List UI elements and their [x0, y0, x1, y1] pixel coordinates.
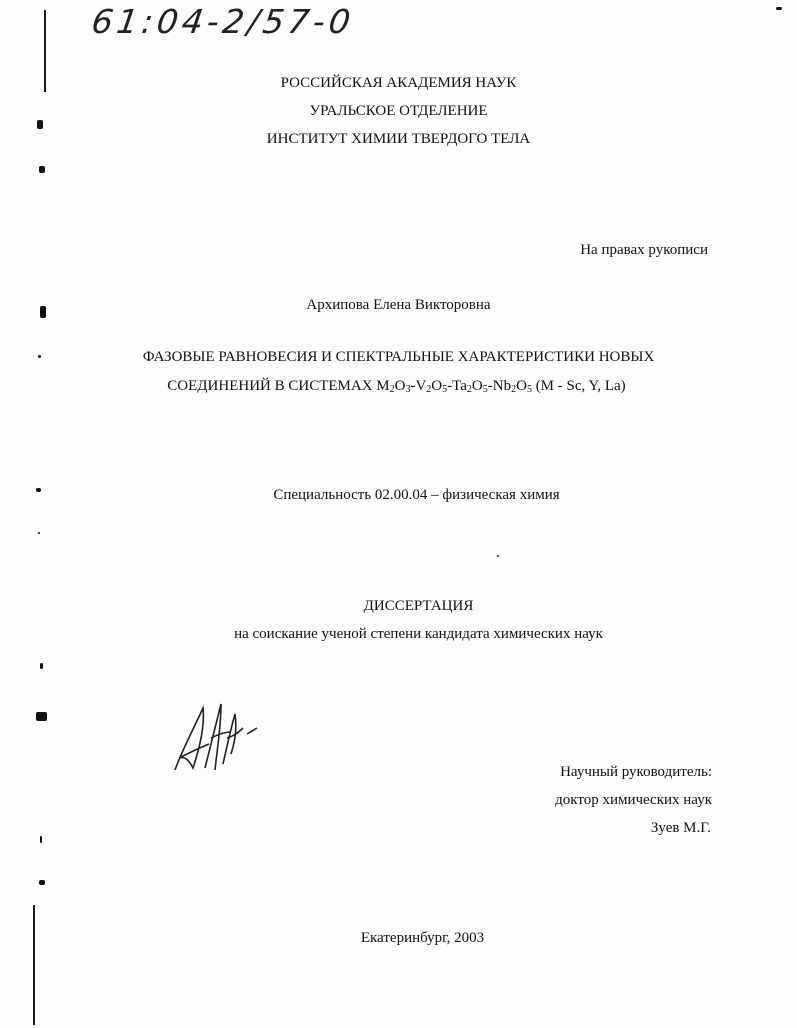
- scan-margin-mark: [38, 532, 40, 534]
- dissertation-title-line2: [0, 379, 795, 394]
- archive-code-handwritten: 61:04-2/57-0: [89, 2, 357, 41]
- supervisor-label: Научный руководитель:: [560, 764, 712, 780]
- city-year: Екатеринбург, 2003: [360, 930, 485, 946]
- scan-dot: [497, 555, 499, 557]
- scan-margin-mark: [40, 836, 42, 843]
- scan-margin-mark: [39, 166, 45, 173]
- author-signature: [165, 698, 265, 780]
- institution-branch: УРАЛЬСКОЕ ОТДЕЛЕНИЕ: [309, 103, 488, 119]
- supervisor-name: Зуев М.Г.: [650, 820, 711, 836]
- specialty: Специальность 02.00.04 – физическая химия: [273, 487, 560, 503]
- scan-margin-line-bottom: [33, 905, 35, 1025]
- document-type: ДИССЕРТАЦИЯ: [363, 598, 474, 614]
- rights-note: На правах рукописи: [580, 242, 708, 258]
- institution-academy: РОССИЙСКАЯ АКАДЕМИЯ НАУК: [280, 75, 517, 91]
- title-suffix: (M - Sc, Y, La): [531, 378, 626, 394]
- scan-corner-mark: [776, 7, 782, 10]
- scan-margin-mark: [40, 663, 43, 669]
- institution-institute: ИНСТИТУТ ХИМИИ ТВЕРДОГО ТЕЛА: [266, 131, 531, 147]
- title-prefix: СОЕДИНЕНИЙ В СИСТЕМАХ: [167, 378, 377, 394]
- chemical-formula: $M_2O_3-V_2O_5-Ta_2O_5-Nb_2O_5$: [376, 378, 532, 395]
- dissertation-title-line1: ФАЗОВЫЕ РАВНОВЕСИЯ И СПЕКТРАЛЬНЫЕ ХАРАКТЕРИСТИКИ НОВЫХ: [142, 349, 655, 365]
- scan-margin-mark: [39, 880, 45, 885]
- author-name: Архипова Елена Викторовна: [306, 297, 491, 313]
- degree-sought: на соискание ученой степени кандидата химических наук: [234, 626, 603, 642]
- supervisor-degree: доктор химических наук: [555, 792, 712, 808]
- scan-margin-mark: [37, 120, 43, 129]
- scan-margin-mark: [36, 712, 47, 721]
